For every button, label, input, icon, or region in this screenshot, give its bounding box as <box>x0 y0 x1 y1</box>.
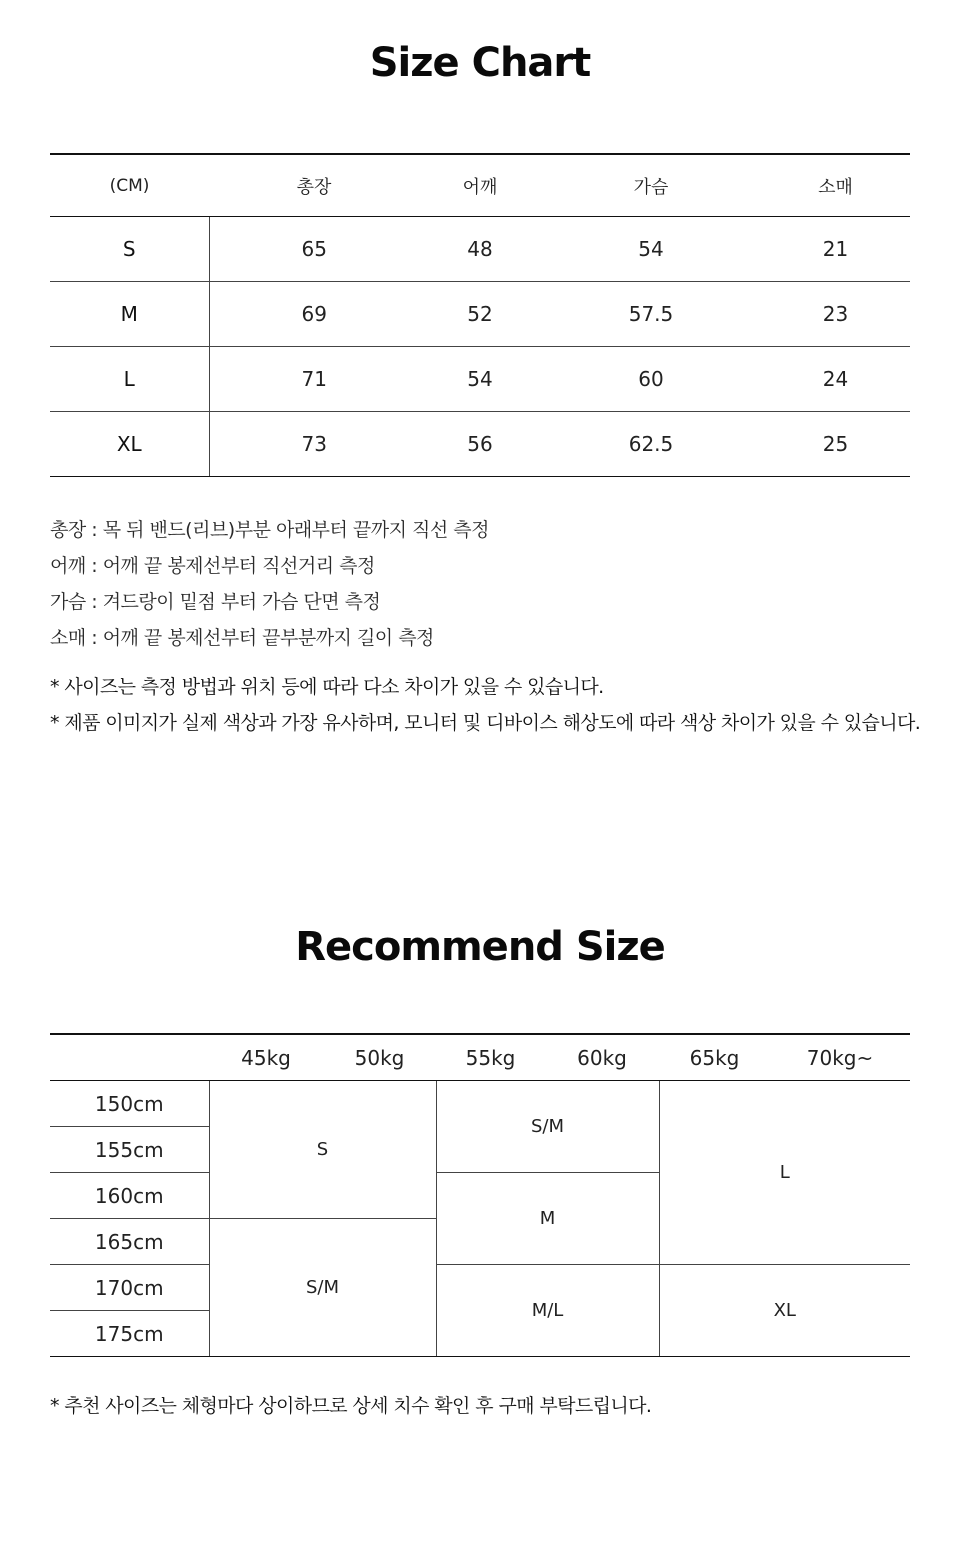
table-cell: 57.5 <box>541 282 761 347</box>
note-chest: 가슴 : 겨드랑이 밑점 부터 가슴 단면 측정 <box>50 591 381 613</box>
table-cell: 56 <box>419 412 541 477</box>
height-label: 165cm <box>50 1219 209 1265</box>
weight-label: 45kg <box>209 1034 323 1081</box>
note-length: 총장 : 목 뒤 밴드(리브)부분 아래부터 끝까지 직선 측정 <box>50 519 489 541</box>
size-cell-sm-bottom: S/M <box>209 1219 436 1357</box>
disclaimer-measurement: * 사이즈는 측정 방법과 위치 등에 따라 다소 차이가 있을 수 있습니다. <box>50 676 604 698</box>
table-cell: 24 <box>761 347 910 412</box>
table-row <box>50 347 910 412</box>
size-label: XL <box>50 412 209 477</box>
size-cell-m: M <box>436 1173 659 1265</box>
size-cell-s: S <box>209 1081 436 1219</box>
size-disclaimers <box>50 669 930 741</box>
weight-label: 70kg~ <box>770 1034 910 1081</box>
table-row <box>50 282 910 347</box>
header-length: 총장 <box>209 154 419 217</box>
size-cell-xl: XL <box>659 1265 910 1357</box>
table-cell: 54 <box>541 217 761 282</box>
table-row <box>50 412 910 477</box>
size-label: L <box>50 347 209 412</box>
measurement-notes <box>50 512 930 656</box>
height-label: 160cm <box>50 1173 209 1219</box>
table-cell: 23 <box>761 282 910 347</box>
size-label: M <box>50 282 209 347</box>
header-unit: (CM) <box>50 154 209 217</box>
weight-label: 50kg <box>323 1034 436 1081</box>
table-cell: 52 <box>419 282 541 347</box>
weight-label: 65kg <box>659 1034 770 1081</box>
size-cell-sm-top: S/M <box>436 1081 659 1173</box>
table-cell: 54 <box>419 347 541 412</box>
table-cell: 73 <box>209 412 419 477</box>
table-cell: 60 <box>541 347 761 412</box>
size-cell-l: L <box>659 1081 910 1265</box>
table-row <box>50 217 910 282</box>
table-row <box>50 1081 910 1127</box>
table-cell: 69 <box>209 282 419 347</box>
table-cell: 62.5 <box>541 412 761 477</box>
height-label: 175cm <box>50 1311 209 1357</box>
disclaimer-color: * 제품 이미지가 실제 색상과 가장 유사하며, 모니터 및 디바이스 해상도에 따라 색상 차이가 있을 수 있습니다. <box>50 712 921 734</box>
size-label: S <box>50 217 209 282</box>
note-shoulder: 어깨 : 어깨 끝 봉제선부터 직선거리 측정 <box>50 555 375 577</box>
weight-label: 55kg <box>436 1034 545 1081</box>
table-cell: 25 <box>761 412 910 477</box>
weight-label: 60kg <box>545 1034 659 1081</box>
table-row <box>50 1265 910 1311</box>
recommend-size-table <box>50 1033 910 1357</box>
table-cell: 71 <box>209 347 419 412</box>
size-chart-header-row <box>50 154 910 217</box>
table-cell: 48 <box>419 217 541 282</box>
table-cell: 65 <box>209 217 419 282</box>
recommend-note: * 추천 사이즈는 체형마다 상이하므로 상세 치수 확인 후 구매 부탁드립니다. <box>50 1395 652 1417</box>
table-cell: 21 <box>761 217 910 282</box>
height-label: 170cm <box>50 1265 209 1311</box>
header-chest: 가슴 <box>541 154 761 217</box>
size-cell-ml: M/L <box>436 1265 659 1357</box>
header-sleeve: 소매 <box>761 154 910 217</box>
height-label: 155cm <box>50 1127 209 1173</box>
note-sleeve: 소매 : 어깨 끝 봉제선부터 끝부분까지 길이 측정 <box>50 627 434 649</box>
size-chart-title: Size Chart <box>369 40 591 86</box>
recommend-size-title: Recommend Size <box>295 924 665 970</box>
recommend-header-row <box>50 1034 910 1081</box>
header-shoulder: 어깨 <box>419 154 541 217</box>
header-corner <box>50 1034 209 1081</box>
height-label: 150cm <box>50 1081 209 1127</box>
size-chart-table <box>50 153 910 477</box>
